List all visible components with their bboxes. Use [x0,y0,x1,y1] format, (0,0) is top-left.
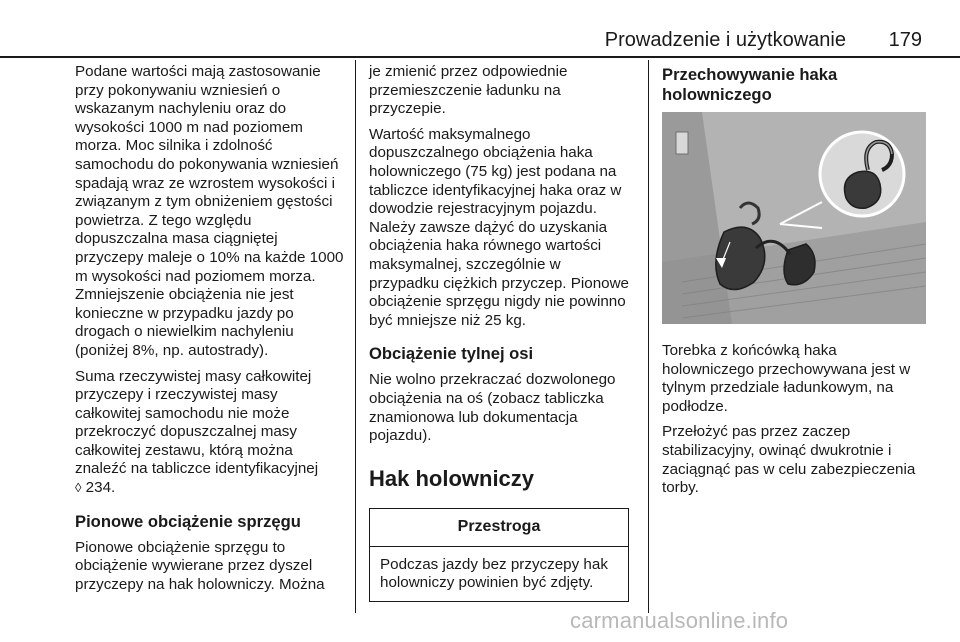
chapter-title: Prowadzenie i użytkowanie [604,29,846,51]
paragraph-total-mass-text: Suma rzeczywistej masy całkowitej przyczepy i rzeczywistej masy całkowitej samochodu nie może przekroczyć dopuszczalnej masy całkowitej zestawu, którą można znaleźć na tabliczce identyfikacyjnej [75,367,319,478]
column-1 [75,63,345,601]
heading-vertical-load: Pionowe obciążenie sprzęgu [75,511,301,531]
paragraph-vertical-load: Pionowe obciążenie sprzęgu to obciążenie wywierane przez dyszel przyczepy na hak holowniczy. Można [75,538,325,593]
paragraph-max-load: Wartość maksymalnego dopuszczalnego obciążenia haka holowniczego (75 kg) jest podana na tabliczce identyfikacyjnej haka oraz w dowodzie rejestracyjnym pojazdu. Należy zawsze dążyć do uzyskania obciążenia haka równego wartości maksymalnej, szczególnie w przypadku ciężkich przyczep. Pionowe obciążenie sprzęgu nigdy nie powinno być mniejsze niż 25 kg. [369,125,629,329]
warning-text: Podczas jazdy bez przyczepy hak holowniczy powinien być zdjęty. [380,555,608,592]
column-2 [369,63,633,602]
paragraph-rear-axle: Nie wolno przekraczać dozwolonego obciążenia na oś (zobacz tabliczka znamionowa lub dokumentacja pojazdu). [369,371,616,445]
heading-towbar: Hak holowniczy [369,465,535,491]
heading-rear-axle: Obciążenie tylnej osi [369,344,534,364]
column-divider-2 [648,60,649,613]
page-reference-link[interactable]: 234. [85,479,116,497]
paragraph-total-mass [75,368,345,498]
towbar-storage-illustration [662,112,926,324]
column-divider-1 [355,60,356,613]
column-3 [662,63,927,505]
watermark: carmanualsonline.info [570,608,789,633]
paragraph-storage-location: Torebka z końcówką haka holowniczego przechowywana jest w tylnym przedziale ładunkowym, na podłodze. [662,342,911,415]
warning-box [369,508,629,602]
paragraph-strap-instructions: Przełożyć pas przez zaczep stabilizacyjny, owinąć dwukrotnie i zaciągnąć pas w celu zabezpieczenia torby. [662,423,916,497]
paragraph-load-distribution: je zmienić przez odpowiednie przemieszczenie ładunku na przyczepie. [369,63,568,118]
paragraph-altitude: Podane wartości mają zastosowanie przy pokonywaniu wzniesień o wskazanym nachyleniu oraz do wysokości 1000 m nad poziomem morza. Moc silnika i zdolność samochodu do pokonywania wzniesień spadają wraz ze wzrostem wysokości i związanym z tym obniżeniem gęstości powietrza. Z tego względu dopuszczalna masa ciągniętej przyczepy maleje o 10% na każde 1000 m wysokości nad poziomem morza. Zmniejszenie obciążenia nie jest konieczne w przypadku jazdy po drogach o niewielkim nachyleniu (poniżej 8%, np. autostrady). [75,63,344,359]
reference-arrow-icon: ◊ [75,480,82,496]
heading-towbar-storage: Przechowywanie haka holowniczego [662,65,838,104]
page-header [0,0,960,56]
page-number: 179 [888,29,922,51]
warning-title: Przestroga [370,509,628,547]
header-divider [0,56,960,58]
